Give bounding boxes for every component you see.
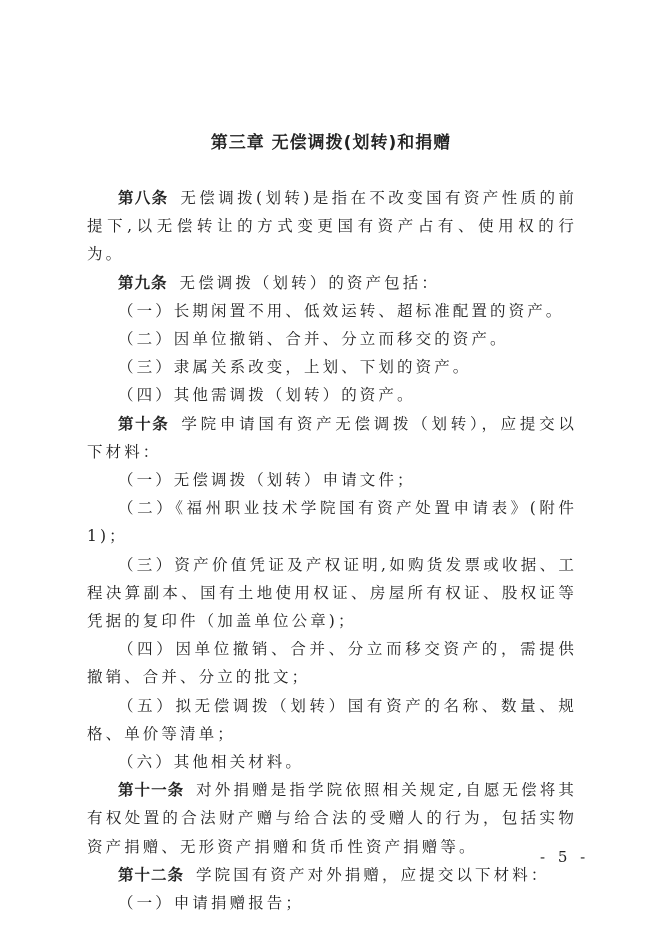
article-paragraph <box>87 410 577 466</box>
article-paragraph <box>87 184 577 269</box>
list-item <box>87 494 577 550</box>
paragraph-text: （四）其他需调拨（划转）的资产。 <box>118 386 416 405</box>
paragraph-text: （六）其他相关材料。 <box>118 753 305 772</box>
article-number: 第八条 <box>118 189 169 207</box>
paragraph-text: 无偿调拨(划转)是指在不改变国有资产性质的前提下,以无偿转让的方式变更国有资产占有、使用权的行为。 <box>87 189 577 264</box>
paragraph-text: （四）因单位撤销、合并、分立而移交资产的，需提供撤销、合并、分立的批文； <box>87 640 577 687</box>
chapter-title: 第三章 无偿调拨(划转)和捐赠 <box>210 133 452 153</box>
list-item <box>87 692 577 748</box>
page-number: - 5 - <box>540 848 590 866</box>
article-paragraph <box>87 861 577 889</box>
list-item <box>87 466 577 494</box>
document-body <box>87 184 577 917</box>
list-item <box>87 325 577 353</box>
article-number: 第十条 <box>118 414 170 433</box>
article-number: 第九条 <box>118 273 168 292</box>
list-item <box>87 381 577 409</box>
paragraph-text: （二）《福州职业技术学院国有资产处置申请表》(附件 1)； <box>87 499 577 546</box>
list-item <box>87 748 577 776</box>
list-item <box>87 297 577 325</box>
article-paragraph <box>87 776 577 861</box>
paragraph-text: （一）申请捐赠报告； <box>118 894 305 913</box>
paragraph-text: 对外捐赠是指学院依照相关规定,自愿无偿将其有权处置的合法财产赠与给合法的受赠人的行为，包括实物资产捐赠、无形资产捐赠和货币性资产捐赠等。 <box>87 781 577 856</box>
article-paragraph <box>87 269 577 297</box>
paragraph-text: （一）长期闲置不用、低效运转、超标准配置的资产。 <box>118 301 565 320</box>
paragraph-text: （一）无偿调拨（划转）申请文件； <box>118 471 416 490</box>
list-item <box>87 353 577 381</box>
list-item <box>87 889 577 917</box>
article-number: 第十二条 <box>118 865 185 884</box>
paragraph-text: （二）因单位撤销、合并、分立而移交的资产。 <box>118 330 509 349</box>
paragraph-text: （三）资产价值凭证及产权证明,如购货发票或收据、工程决算副本、国有土地使用权证、房屋所有权证、股权证等凭据的复印件（加盖单位公章)； <box>87 555 577 631</box>
article-number: 第十一条 <box>118 781 185 800</box>
list-item <box>87 551 577 636</box>
list-item <box>87 635 577 691</box>
paragraph-text: （五）拟无偿调拨（划转）国有资产的名称、数量、规格、单价等清单； <box>87 696 577 743</box>
paragraph-text: 学院申请国有资产无偿调拨（划转），应提交以下材料： <box>87 414 577 461</box>
paragraph-text: 无偿调拨（划转）的资产包括： <box>179 273 440 292</box>
paragraph-text: 学院国有资产对外捐赠，应提交以下材料： <box>196 865 550 884</box>
paragraph-text: （三）隶属关系改变，上划、下划的资产。 <box>118 358 472 377</box>
